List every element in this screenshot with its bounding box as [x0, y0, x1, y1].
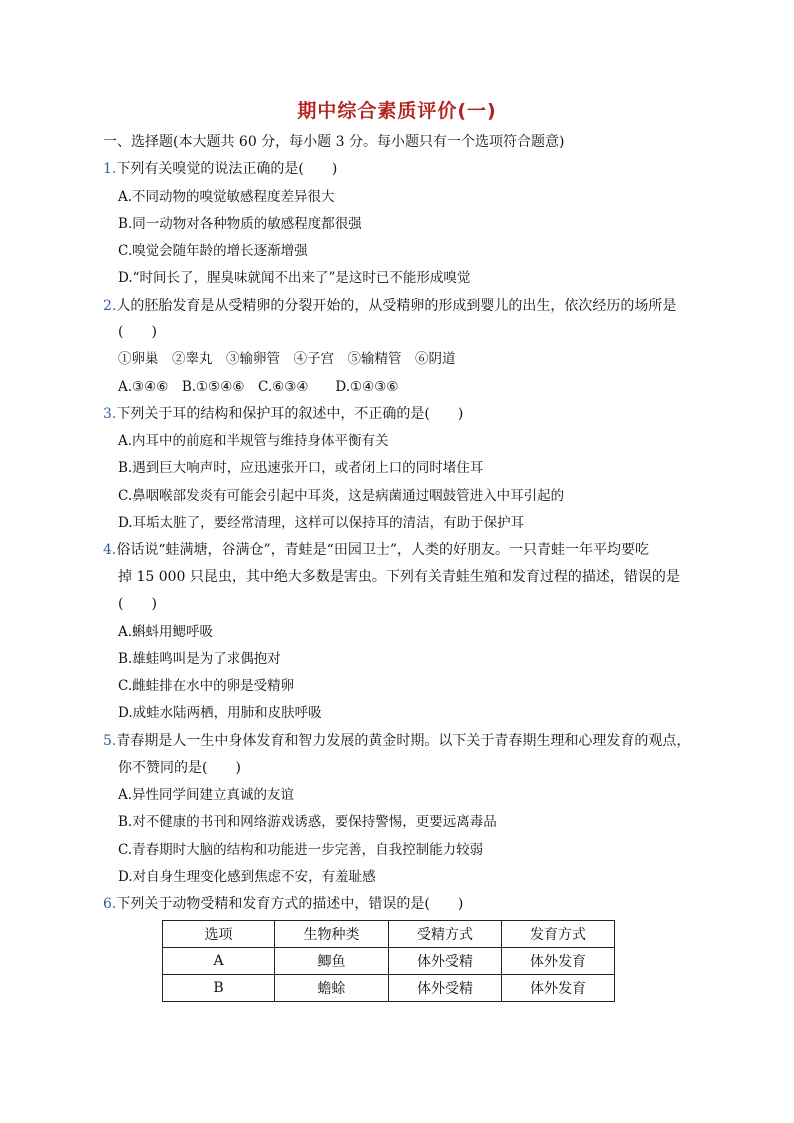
table-cell: B	[163, 975, 275, 1002]
table-header-cell: 受精方式	[389, 921, 502, 948]
question-5-option-d: D.对自身生理变化感到焦虑不安，有羞耻感	[118, 869, 376, 885]
question-2-options: A.③④⑥ B.①⑤④⑥ C.⑥③④ D.①④③⑥	[118, 379, 399, 395]
question-2-stem-continued: ( )	[118, 324, 157, 340]
section-heading: 一、选择题(本大题共 60 分，每小题 3 分。每小题只有一个选项符合题意)	[103, 134, 565, 150]
question-3-stem	[103, 404, 463, 424]
table-cell: 体外受精	[389, 948, 502, 975]
table-row	[163, 975, 615, 1002]
table-cell: 体外受精	[389, 975, 502, 1002]
question-1-option-c: C.嗅觉会随年龄的增长逐渐增强	[118, 243, 308, 259]
table-header-cell: 选项	[163, 921, 275, 948]
question-4-stem	[103, 540, 649, 560]
question-1-option-b: B.同一动物对各种物质的敏感程度都很强	[118, 216, 362, 232]
question-number: 2.	[103, 298, 117, 314]
question-3-option-c: C.鼻咽喉部发炎有可能会引起中耳炎，这是病菌通过咽鼓管进入中耳引起的	[118, 488, 565, 504]
question-number: 1.	[103, 161, 117, 177]
question-4-option-d: D.成蛙水陆两栖，用肺和皮肤呼吸	[118, 705, 322, 721]
question-text: 下列关于耳的结构和保护耳的叙述中，不正确的是( )	[116, 406, 464, 422]
question-text: 青春期是人一生中身体发育和智力发展的黄金时期。以下关于青春期生理和心理发育的观点，	[116, 733, 691, 749]
table-row	[163, 948, 615, 975]
question-4-option-a: A.蝌蚪用鳃呼吸	[118, 624, 214, 640]
table-cell: 蟾蜍	[275, 975, 389, 1002]
question-5-stem	[103, 731, 690, 751]
question-text: 俗话说“蛙满塘，谷满仓”，青蛙是“田园卫士”，人类的好朋友。一只青蛙一年平均要吃	[116, 542, 649, 558]
table-header-row	[163, 921, 615, 948]
question-3-option-d: D.耳垢太脏了，要经常清理，这样可以保持耳的清洁，有助于保护耳	[118, 515, 525, 531]
page-title: 期中综合素质评价(一)	[297, 100, 497, 122]
question-6-stem	[103, 894, 463, 914]
question-number: 4.	[103, 542, 117, 558]
question-number: 6.	[103, 896, 117, 912]
question-1-stem	[103, 159, 337, 179]
question-4-answer-blank: ( )	[118, 596, 157, 612]
question-5-option-c: C.青春期时大脑的结构和功能进一步完善，自我控制能力较弱	[118, 842, 484, 858]
question-text: 下列有关嗅觉的说法正确的是( )	[116, 161, 338, 177]
question-5-stem-continued: 你不赞同的是( )	[118, 760, 241, 776]
table-cell: A	[163, 948, 275, 975]
question-6-table	[162, 920, 615, 1002]
question-5-option-a: A.异性同学间建立真诚的友谊	[118, 787, 295, 803]
question-2-list: ①卵巢 ②睾丸 ③输卵管 ④子宫 ⑤输精管 ⑥阴道	[118, 351, 456, 367]
question-4-option-c: C.雌蛙排在水中的卵是受精卵	[118, 678, 295, 694]
question-text: 人的胚胎发育是从受精卵的分裂开始的，从受精卵的形成到婴儿的出生，依次经历的场所是	[116, 298, 677, 314]
question-5-option-b: B.对不健康的书刊和网络游戏诱惑，要保持警惕，更要远离毒品	[118, 814, 497, 830]
question-3-option-b: B.遇到巨大响声时，应迅速张开口，或者闭上口的同时堵住耳	[118, 460, 484, 476]
question-1-option-d: D.“时间长了，腥臭味就闻不出来了”是这时已不能形成嗅觉	[118, 270, 471, 286]
question-4-stem-continued: 掉 15 000 只昆虫，其中绝大多数是害虫。下列有关青蛙生殖和发育过程的描述，错误的是	[118, 569, 680, 585]
table-header-cell: 发育方式	[502, 921, 615, 948]
table-cell: 鲫鱼	[275, 948, 389, 975]
question-text: 下列关于动物受精和发育方式的描述中，错误的是( )	[116, 896, 464, 912]
question-2-stem	[103, 296, 676, 316]
question-3-option-a: A.内耳中的前庭和半规管与维持身体平衡有关	[118, 433, 389, 449]
table-cell: 体外发育	[502, 975, 615, 1002]
question-number: 3.	[103, 406, 117, 422]
question-4-option-b: B.雄蛙鸣叫是为了求偶抱对	[118, 651, 281, 667]
table-header-cell: 生物种类	[275, 921, 389, 948]
question-1-option-a: A.不同动物的嗅觉敏感程度差异很大	[118, 189, 335, 205]
table-cell: 体外发育	[502, 948, 615, 975]
question-number: 5.	[103, 733, 117, 749]
